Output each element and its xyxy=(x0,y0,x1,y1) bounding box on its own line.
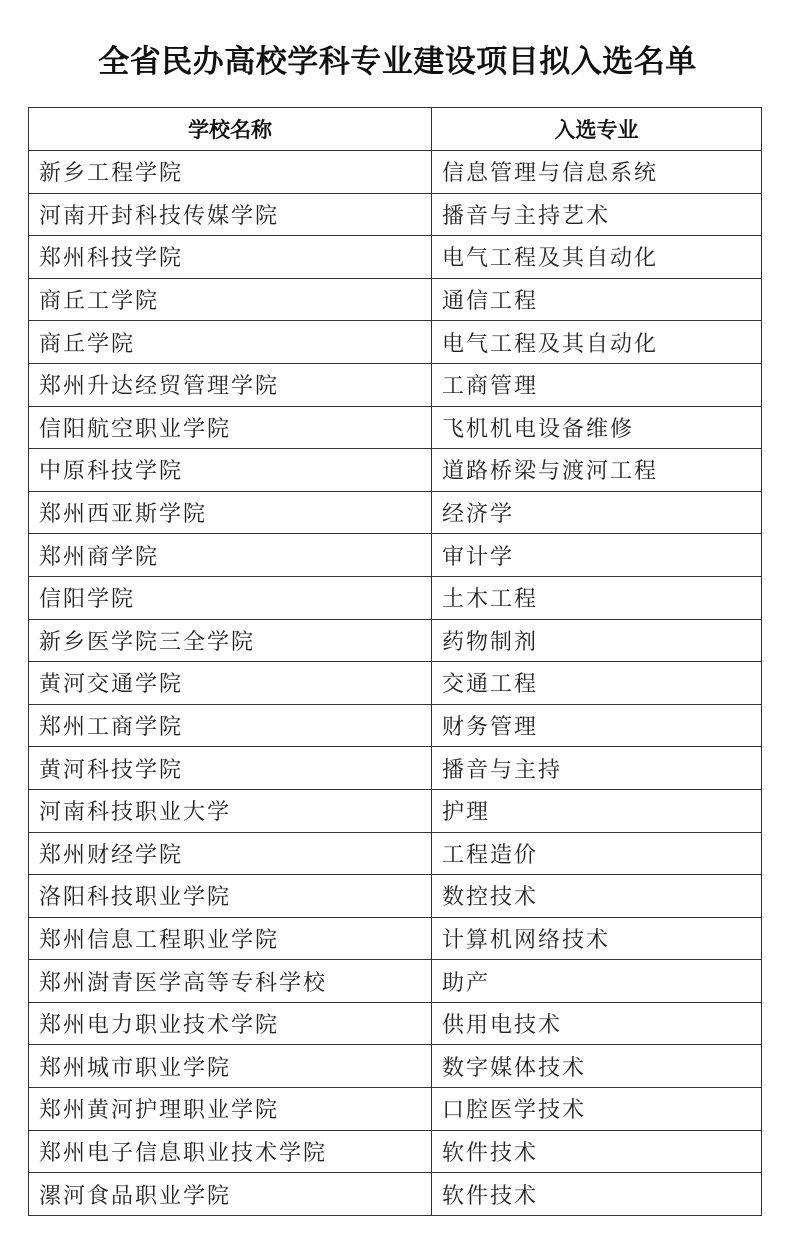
table-row xyxy=(29,1130,762,1173)
table-row xyxy=(29,875,762,918)
major-cell: 信息管理与信息系统 xyxy=(432,151,762,194)
school-cell: 信阳航空职业学院 xyxy=(29,406,432,449)
table-header-row xyxy=(29,108,762,151)
major-cell: 软件技术 xyxy=(432,1173,762,1216)
school-cell: 郑州信息工程职业学院 xyxy=(29,917,432,960)
school-cell: 郑州商学院 xyxy=(29,534,432,577)
table-row xyxy=(29,1173,762,1216)
school-cell: 河南科技职业大学 xyxy=(29,789,432,832)
major-cell: 软件技术 xyxy=(432,1130,762,1173)
school-cell: 信阳学院 xyxy=(29,576,432,619)
school-cell: 商丘工学院 xyxy=(29,278,432,321)
major-cell: 财务管理 xyxy=(432,704,762,747)
table-row xyxy=(29,406,762,449)
school-cell: 中原科技学院 xyxy=(29,449,432,492)
school-cell: 郑州黄河护理职业学院 xyxy=(29,1088,432,1131)
school-cell: 黄河交通学院 xyxy=(29,662,432,705)
school-cell: 黄河科技学院 xyxy=(29,747,432,790)
table-row xyxy=(29,960,762,1003)
table-row xyxy=(29,363,762,406)
major-cell: 电气工程及其自动化 xyxy=(432,236,762,279)
school-cell: 郑州城市职业学院 xyxy=(29,1045,432,1088)
selection-table xyxy=(28,107,762,1216)
column-header-school: 学校名称 xyxy=(29,108,432,151)
school-cell: 郑州电子信息职业技术学院 xyxy=(29,1130,432,1173)
major-cell: 道路桥梁与渡河工程 xyxy=(432,449,762,492)
school-cell: 郑州电力职业技术学院 xyxy=(29,1002,432,1045)
table-row xyxy=(29,576,762,619)
table-row xyxy=(29,236,762,279)
school-cell: 郑州财经学院 xyxy=(29,832,432,875)
school-cell: 洛阳科技职业学院 xyxy=(29,875,432,918)
school-cell: 郑州西亚斯学院 xyxy=(29,491,432,534)
table-row xyxy=(29,917,762,960)
major-cell: 土木工程 xyxy=(432,576,762,619)
major-cell: 工程造价 xyxy=(432,832,762,875)
page-title: 全省民办高校学科专业建设项目拟入选名单 xyxy=(98,44,697,80)
school-cell: 郑州工商学院 xyxy=(29,704,432,747)
major-cell: 飞机机电设备维修 xyxy=(432,406,762,449)
major-cell: 播音与主持 xyxy=(432,747,762,790)
table-row xyxy=(29,1088,762,1131)
table-row xyxy=(29,151,762,194)
table-row xyxy=(29,321,762,364)
table-row xyxy=(29,704,762,747)
table-row xyxy=(29,449,762,492)
table-row xyxy=(29,662,762,705)
school-cell: 郑州升达经贸管理学院 xyxy=(29,363,432,406)
table-row xyxy=(29,832,762,875)
school-cell: 商丘学院 xyxy=(29,321,432,364)
school-cell: 漯河食品职业学院 xyxy=(29,1173,432,1216)
column-header-major: 入选专业 xyxy=(432,108,762,151)
major-cell: 护理 xyxy=(432,789,762,832)
major-cell: 通信工程 xyxy=(432,278,762,321)
major-cell: 计算机网络技术 xyxy=(432,917,762,960)
major-cell: 药物制剂 xyxy=(432,619,762,662)
table-row xyxy=(29,534,762,577)
table-row xyxy=(29,619,762,662)
school-cell: 郑州澍青医学高等专科学校 xyxy=(29,960,432,1003)
major-cell: 口腔医学技术 xyxy=(432,1088,762,1131)
school-cell: 新乡工程学院 xyxy=(29,151,432,194)
table-row xyxy=(29,193,762,236)
table-row xyxy=(29,491,762,534)
table-row xyxy=(29,1002,762,1045)
major-cell: 电气工程及其自动化 xyxy=(432,321,762,364)
major-cell: 工商管理 xyxy=(432,363,762,406)
major-cell: 审计学 xyxy=(432,534,762,577)
major-cell: 经济学 xyxy=(432,491,762,534)
school-cell: 新乡医学院三全学院 xyxy=(29,619,432,662)
major-cell: 交通工程 xyxy=(432,662,762,705)
major-cell: 供用电技术 xyxy=(432,1002,762,1045)
school-cell: 郑州科技学院 xyxy=(29,236,432,279)
major-cell: 助产 xyxy=(432,960,762,1003)
table-row xyxy=(29,1045,762,1088)
major-cell: 数控技术 xyxy=(432,875,762,918)
table-row xyxy=(29,278,762,321)
school-cell: 河南开封科技传媒学院 xyxy=(29,193,432,236)
table-row xyxy=(29,789,762,832)
major-cell: 数字媒体技术 xyxy=(432,1045,762,1088)
table-row xyxy=(29,747,762,790)
major-cell: 播音与主持艺术 xyxy=(432,193,762,236)
